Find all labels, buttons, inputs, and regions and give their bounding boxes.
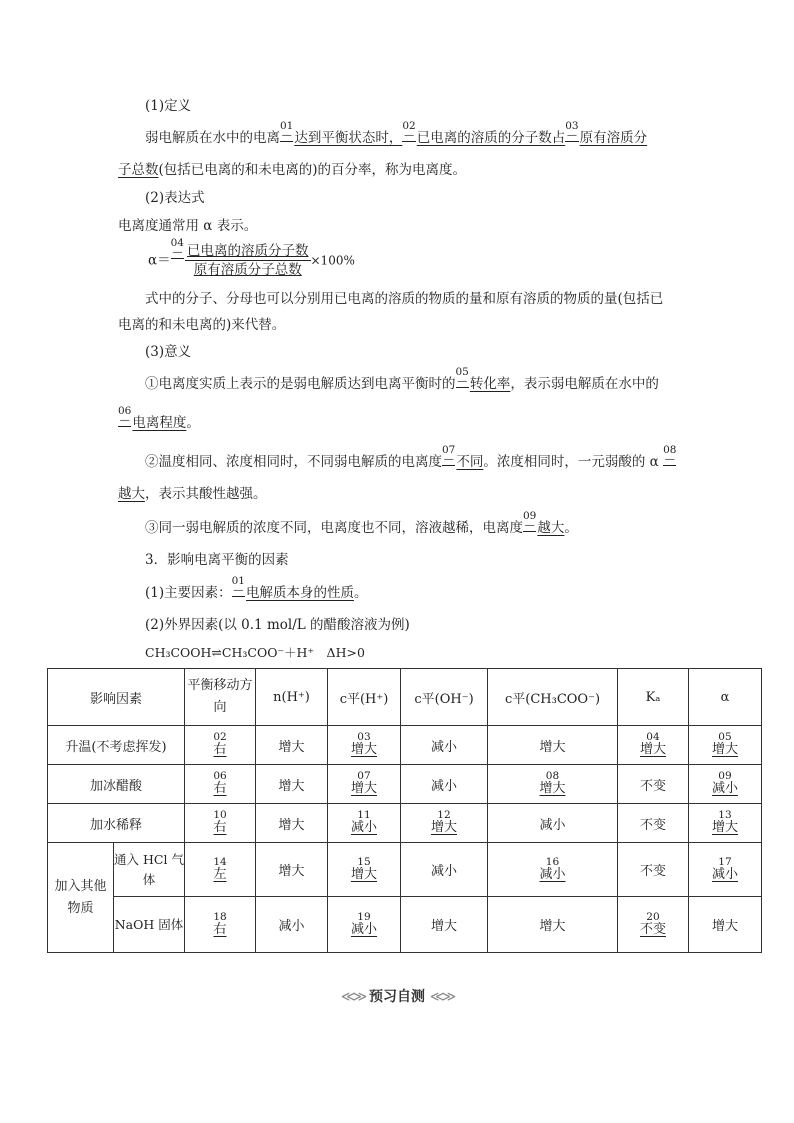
blank-number: 03 — xyxy=(565,120,579,141)
expression-line-1: 电离度通常用 α 表示。 xyxy=(118,218,258,234)
table-cell: 02 右 xyxy=(185,726,256,765)
blank-answer: 不同 xyxy=(456,454,484,470)
table-cell: 增大 xyxy=(256,726,328,765)
table-cell: 15 增大 xyxy=(328,843,401,897)
table-cell: 07 增大 xyxy=(328,765,401,804)
blank-answer: 原有溶质分 xyxy=(579,130,648,146)
text: 弱电解质在水中的电离 xyxy=(145,130,280,146)
definition-line-2 xyxy=(118,160,466,180)
blank-number: 01 — xyxy=(231,575,245,596)
blank-answer: 转化率 xyxy=(469,376,511,392)
factors-table xyxy=(47,668,762,953)
table-cell: 04 增大 xyxy=(618,726,689,765)
table-cell: 05 增大 xyxy=(689,726,762,765)
table-header: α xyxy=(689,669,762,726)
table-cell: 03 增大 xyxy=(328,726,401,765)
table-header: 影响因素 xyxy=(48,669,185,726)
table-cell: 减小 xyxy=(488,804,618,843)
section-title-text: 预习自测 xyxy=(369,989,425,1005)
blank-answer: 电离程度 xyxy=(132,415,187,431)
table-cell: 10 右 xyxy=(185,804,256,843)
expression-line-3: 式中的分子、分母也可以分别用已电离的溶质的物质的量和原有溶质的物质的量(包括已 xyxy=(145,291,664,307)
meaning-p3: ③同一弱电解质的浓度不同，电离度也不同，溶液越稀，电离度 09 — 越大。 xyxy=(145,510,578,536)
table-cell: 13 增大 xyxy=(689,804,762,843)
alpha-formula: α＝ 04 — $\frac{\text{已电离的溶质分子数}}{\text{原有溶质分子总数}}$ ×100% xyxy=(148,237,355,278)
meaning-p1-line1: ①电离度实质上表示的是弱电解质达到电离平衡时的 05 — 转化率，表示弱电解质在水中的 xyxy=(145,366,659,392)
external-factor-line: (2)外界因素(以 0.1 mol/L 的醋酸溶液为例) xyxy=(145,617,410,633)
table-cell: 06 右 xyxy=(185,765,256,804)
blank-number: 09 — xyxy=(523,510,537,531)
table-cell: 减小 xyxy=(401,726,488,765)
blank-answer: 子总数 xyxy=(118,162,159,178)
table-row xyxy=(48,843,762,897)
meaning-p1-line2: 06 — 电离程度。 xyxy=(118,405,200,431)
table-cell: 增大 xyxy=(488,897,618,953)
table-cell: 增大 xyxy=(488,726,618,765)
blank-number: 08 — xyxy=(663,444,677,465)
meaning-p2-line1: ②温度相同、浓度相同时，不同弱电解质的电离度 07 — 不同。浓度相同时，一元弱酸的 α 08 — xyxy=(145,444,677,470)
expression-line-4: 电离的和未电离的)来代替。 xyxy=(118,317,286,333)
meaning-p2-line2: 越大，表示其酸性越强。 xyxy=(118,486,267,502)
blank-answer: 越大 xyxy=(537,520,565,536)
blank-number: 07 — xyxy=(442,444,456,465)
ionization-equation: CH₃COOH⇌CH₃COO⁻＋H⁺ ΔH>0 xyxy=(145,645,365,660)
table-cell: 18 右 xyxy=(185,897,256,953)
blank-number: 05 — xyxy=(455,366,469,387)
table-cell: 16 减小 xyxy=(488,843,618,897)
table-cell: NaOH 固体 xyxy=(114,897,185,953)
table-row xyxy=(48,804,762,843)
fraction: $\frac{\text{已电离的溶质分子数}}{\text{原有溶质分子总数}}$ xyxy=(187,243,309,278)
table-group-cell: 加入其他物质 xyxy=(48,843,114,953)
table-row xyxy=(48,726,762,765)
table-cell: 20 不变 xyxy=(618,897,689,953)
table-cell: 升温(不考虑挥发) xyxy=(48,726,185,765)
blank-answer: 达到平衡状态时， xyxy=(294,130,403,146)
blank-answer: 已电离的溶质的分子数占 xyxy=(416,130,566,146)
table-header: c平(CH₃COO⁻) xyxy=(488,669,618,726)
chevrons-left-icon: ≪≫ xyxy=(340,989,365,1005)
blank-number: 02 — xyxy=(402,120,416,141)
table-cell: 14 左 xyxy=(185,843,256,897)
blank-answer: 电解质本身的性质 xyxy=(246,585,354,601)
table-cell: 19 减小 xyxy=(328,897,401,953)
table-header: c平(H⁺) xyxy=(328,669,401,726)
main-factor-line: (1)主要因素： 01 — 电解质本身的性质。 xyxy=(145,575,368,601)
table-cell: 11 减小 xyxy=(328,804,401,843)
chevrons-right-icon: ≪≫ xyxy=(429,989,454,1005)
heading-expression: (2)表达式 xyxy=(145,190,205,206)
table-cell: 不变 xyxy=(618,804,689,843)
table-row xyxy=(48,765,762,804)
table-row xyxy=(48,897,762,953)
table-header-row xyxy=(48,669,762,726)
blank-answer: 越大 xyxy=(118,486,145,502)
table-header: Kₐ xyxy=(618,669,689,726)
table-cell: 09 减小 xyxy=(689,765,762,804)
table-cell: 减小 xyxy=(401,765,488,804)
table-cell: 减小 xyxy=(256,897,328,953)
text: (包括已电离的和未电离的)的百分率，称为电离度。 xyxy=(158,162,467,178)
heading-meaning: (3)意义 xyxy=(145,344,192,360)
table-cell: 增大 xyxy=(256,804,328,843)
blank-number: 06 — xyxy=(118,405,132,426)
table-header: 平衡移动方向 xyxy=(185,669,256,726)
table-header: n(H⁺) xyxy=(256,669,328,726)
table-cell: 加冰醋酸 xyxy=(48,765,185,804)
table-cell: 12 增大 xyxy=(401,804,488,843)
section-title-preview-test xyxy=(0,986,794,1006)
table-cell: 减小 xyxy=(401,843,488,897)
table-cell: 增大 xyxy=(401,897,488,953)
table-cell: 08 增大 xyxy=(488,765,618,804)
heading-definition: (1)定义 xyxy=(145,98,192,114)
table-cell: 增大 xyxy=(256,843,328,897)
table-cell: 增大 xyxy=(256,765,328,804)
table-cell: 不变 xyxy=(618,765,689,804)
table-cell: 通入 HCl 气体 xyxy=(114,843,185,897)
table-header: c平(OH⁻) xyxy=(401,669,488,726)
table-cell: 加水稀释 xyxy=(48,804,185,843)
blank-number: 04 — xyxy=(170,237,184,258)
heading-factors: 3．影响电离平衡的因素 xyxy=(145,552,289,568)
table-cell: 增大 xyxy=(689,897,762,953)
definition-line-1 xyxy=(145,120,648,149)
table-cell: 17 减小 xyxy=(689,843,762,897)
table-cell: 不变 xyxy=(618,843,689,897)
blank-number: 01 — xyxy=(280,120,294,141)
